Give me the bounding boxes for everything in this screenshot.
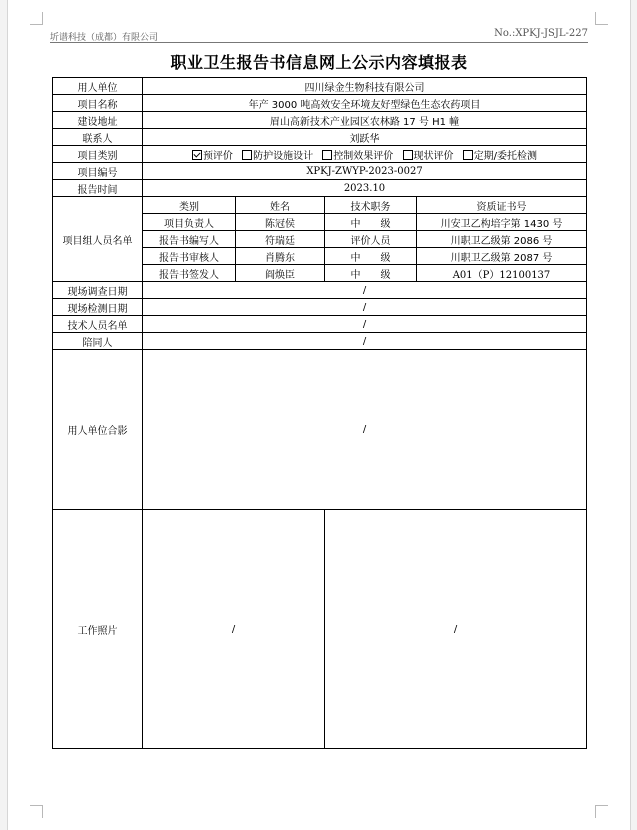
row-detection-date	[53, 299, 587, 316]
page-corner-mark	[595, 12, 608, 25]
report-time-value: 2023.10	[143, 180, 587, 197]
row-project-name	[53, 95, 587, 112]
page-corner-mark	[595, 805, 608, 818]
category-option-status-evaluation[interactable]: 现状评价	[403, 151, 454, 162]
project-no-label: 项目编号	[53, 163, 143, 180]
group-photo-label: 用人单位合影	[53, 350, 143, 510]
survey-date-label: 现场调查日期	[53, 282, 143, 299]
member-cert: 川安卫乙构培字第 1430 号	[417, 214, 587, 231]
member-role: 报告书编写人	[143, 231, 236, 248]
row-technicians	[53, 316, 587, 333]
member-name: 陈冠侯	[236, 214, 325, 231]
category-option-pre-evaluation[interactable]: 预评价	[192, 151, 233, 162]
document-page	[7, 0, 631, 830]
detection-date-value: /	[143, 299, 587, 316]
detection-date-label: 现场检测日期	[53, 299, 143, 316]
page-corner-mark	[30, 805, 43, 818]
team-header-name: 姓名	[236, 197, 325, 214]
row-employer	[53, 78, 587, 95]
project-no-value: XPKJ-ZWYP-2023-0027	[143, 163, 587, 180]
row-work-photo	[53, 510, 587, 749]
address-label: 建设地址	[53, 112, 143, 129]
team-label: 项目组人员名单	[53, 197, 143, 282]
address-value: 眉山高新技术产业园区农林路 17 号 H1 幢	[143, 112, 587, 129]
checkbox-icon[interactable]	[403, 150, 413, 160]
escort-label: 陪同人	[53, 333, 143, 350]
contact-label: 联系人	[53, 129, 143, 146]
member-cert: A01（P）12100137	[417, 265, 587, 282]
row-survey-date	[53, 282, 587, 299]
category-option-periodic-detection[interactable]: 定期/委托检测	[463, 151, 537, 162]
row-report-time	[53, 180, 587, 197]
checkbox-icon[interactable]	[322, 150, 332, 160]
member-name: 符瑞廷	[236, 231, 325, 248]
page-title: 职业卫生报告书信息网上公示内容填报表	[170, 53, 468, 72]
member-role: 项目负责人	[143, 214, 236, 231]
member-title: 中 级	[325, 265, 417, 282]
row-group-photo	[53, 350, 587, 510]
report-time-label: 报告时间	[53, 180, 143, 197]
header-rule	[50, 42, 588, 43]
category-options	[143, 146, 587, 163]
member-title: 中 级	[325, 214, 417, 231]
survey-date-value: /	[143, 282, 587, 299]
member-name: 阎焕臣	[236, 265, 325, 282]
project-name-value: 年产 3000 吨高效安全环境友好型绿色生态农药项目	[143, 95, 587, 112]
row-project-no	[53, 163, 587, 180]
work-photo-right-area: /	[325, 510, 587, 749]
work-photo-label: 工作照片	[53, 510, 143, 749]
row-category	[53, 146, 587, 163]
category-label: 项目类别	[53, 146, 143, 163]
project-name-label: 项目名称	[53, 95, 143, 112]
checkbox-checked-icon[interactable]	[192, 150, 202, 160]
member-role: 报告书审核人	[143, 248, 236, 265]
employer-value: 四川绿金生物科技有限公司	[143, 78, 587, 95]
row-contact	[53, 129, 587, 146]
checkbox-icon[interactable]	[242, 150, 252, 160]
member-role: 报告书签发人	[143, 265, 236, 282]
team-header-title: 技术职务	[325, 197, 417, 214]
member-cert: 川职卫乙级第 2087 号	[417, 248, 587, 265]
row-escort	[53, 333, 587, 350]
team-header-cert: 资质证书号	[417, 197, 587, 214]
member-name: 肖腾东	[236, 248, 325, 265]
contact-value: 刘跃华	[143, 129, 587, 146]
team-header-role: 类别	[143, 197, 236, 214]
category-option-protection-design[interactable]: 防护设施设计	[242, 151, 313, 162]
technicians-value: /	[143, 316, 587, 333]
work-photo-left-area: /	[143, 510, 325, 749]
category-option-control-effect[interactable]: 控制效果评价	[322, 151, 393, 162]
header-doc-number: No.:XPKJ-JSJL-227	[494, 28, 588, 39]
member-title: 中 级	[325, 248, 417, 265]
member-cert: 川职卫乙级第 2086 号	[417, 231, 587, 248]
checkbox-icon[interactable]	[463, 150, 473, 160]
group-photo-area: /	[143, 350, 587, 510]
form-table	[52, 77, 587, 749]
team-header-row	[53, 197, 587, 214]
row-address	[53, 112, 587, 129]
page-corner-mark	[30, 12, 43, 25]
header-company: 圻谱科技（成都）有限公司	[50, 33, 159, 43]
member-title: 评价人员	[325, 231, 417, 248]
escort-value: /	[143, 333, 587, 350]
employer-label: 用人单位	[53, 78, 143, 95]
technicians-label: 技术人员名单	[53, 316, 143, 333]
